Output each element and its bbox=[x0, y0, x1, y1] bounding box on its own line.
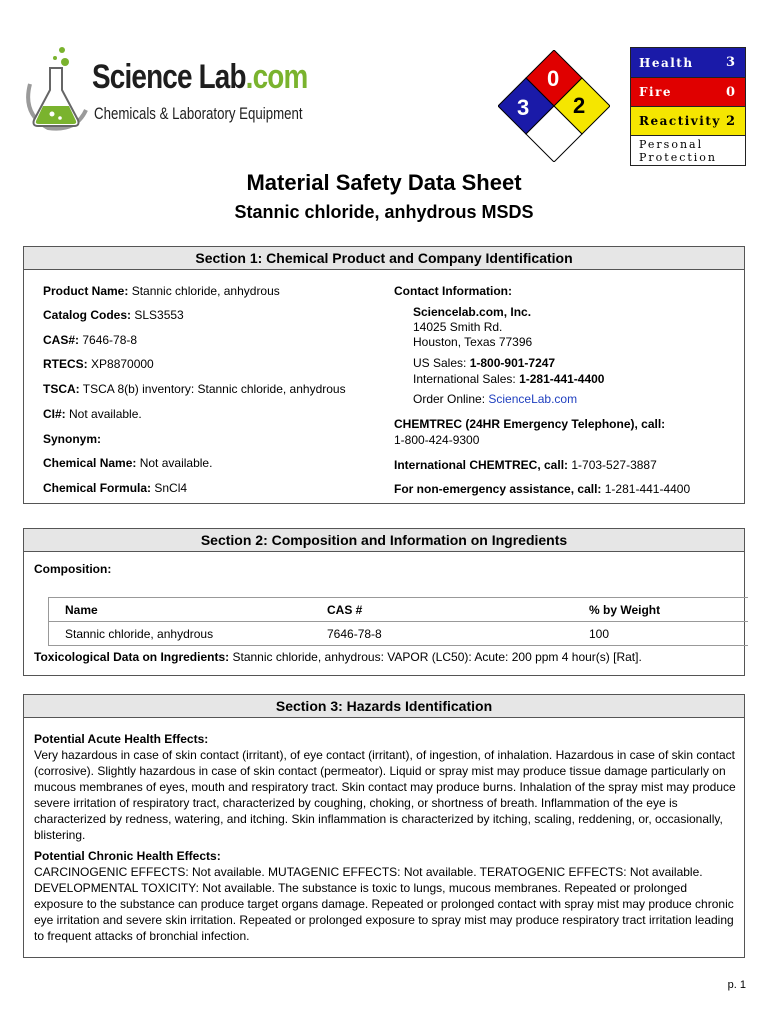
chronic-health-effects: Potential Chronic Health Effects: CARCINOGENIC EFFECTS: Not available. MUTAGENIC EFFECTS: Not available. TERATOGENIC EFFECTS: Not available. DEVELOPMENTAL TOXICITY: Not available. The substance is toxic to lungs, mucous membranes. Repeated or prolonged exposure to the substance can produce target organs damage. Repeated or prolonged contact with spray mist may produce chronic eye irritation and severe skin irritation. Repeated or prolonged exposure to spray mist may produce respiratory tract irritation leading to frequent attacks of bronchial infection. bbox=[34, 849, 734, 943]
ci-number: CI#: Not available. bbox=[43, 407, 142, 421]
composition-table bbox=[48, 597, 748, 646]
ingredient-name: Stannic chloride, anhydrous bbox=[49, 622, 312, 646]
column-header-weight: % by Weight bbox=[589, 602, 661, 617]
section-3 bbox=[23, 694, 745, 958]
composition-label: Composition: bbox=[34, 562, 112, 576]
order-online: Order Online: ScienceLab.com bbox=[413, 392, 578, 406]
hmis-reactivity-row: Reactivity 2 bbox=[631, 106, 745, 135]
company-name: Sciencelab.com, Inc. bbox=[413, 305, 532, 319]
international-sales: International Sales: 1-281-441-4400 bbox=[413, 372, 605, 386]
page-number: p. 1 bbox=[727, 979, 746, 991]
product-name: Product Name: Stannic chloride, anhydrous bbox=[43, 284, 280, 298]
section-3-heading: Section 3: Hazards Identification bbox=[24, 695, 744, 718]
cas-number: CAS#: 7646-78-8 bbox=[43, 333, 138, 347]
hmis-fire-row: Fire 0 bbox=[631, 77, 745, 106]
hmis-label bbox=[630, 47, 746, 166]
address-line-2: Houston, Texas 77396 bbox=[413, 335, 533, 349]
section-2 bbox=[23, 528, 745, 676]
column-header-name: Name bbox=[49, 598, 312, 622]
address-line-1: 14025 Smith Rd. bbox=[413, 320, 503, 334]
section-2-heading: Section 2: Composition and Information on Ingredients bbox=[24, 529, 744, 552]
non-emergency-assistance: For non-emergency assistance, call: 1-281-441-4400 bbox=[394, 482, 691, 496]
ingredient-weight: 100 bbox=[589, 626, 610, 641]
intl-chemtrec: International CHEMTREC, call: 1-703-527-3887 bbox=[394, 458, 657, 472]
chemical-name: Chemical Name: Not available. bbox=[43, 456, 213, 470]
section-1-heading: Section 1: Chemical Product and Company Identification bbox=[24, 247, 744, 270]
section-1 bbox=[23, 246, 745, 504]
hmis-personal-protection: Personal Protection bbox=[631, 135, 745, 165]
logo-tagline: Chemicals & Laboratory Equipment bbox=[94, 104, 303, 123]
chemtrec-phone: 1-800-424-9300 bbox=[394, 433, 480, 447]
page-title: Material Safety Data Sheet bbox=[246, 170, 522, 195]
nfpa-reactivity: 2 bbox=[573, 93, 586, 118]
nfpa-diamond bbox=[498, 50, 610, 162]
contact-label: Contact Information: bbox=[394, 284, 512, 298]
toxicological-data: Toxicological Data on Ingredients: Stannic chloride, anhydrous: VAPOR (LC50): Acute: 200 ppm 4 hour(s) [Rat]. bbox=[34, 650, 642, 664]
chemtrec-label: CHEMTREC (24HR Emergency Telephone), call: bbox=[394, 417, 666, 431]
sciencelab-logo bbox=[18, 44, 318, 134]
nfpa-flammability: 0 bbox=[547, 66, 560, 91]
ingredient-cas: 7646-78-8 bbox=[327, 626, 382, 641]
tsca: TSCA: TSCA 8(b) inventory: Stannic chloride, anhydrous bbox=[43, 382, 346, 396]
flask-icon bbox=[18, 44, 92, 134]
acute-health-effects: Potential Acute Health Effects: Very hazardous in case of skin contact (irritant), of eye contact (irritant), of ingestion, of inhalation. Hazardous in case of skin contact (corrosive). Slightly hazardous in case of skin contact (permeator). Liquid or spray mist may produce tissue damage particularly on mucous membranes of eyes, mouth and respiratory tract. Skin contact may produce burns. Inhalation of the spray mist may produce severe irritation of respiratory tract, characterized by coughing, choking, or shortness of breath. Inflammation of the eye is characterized by redness, watering, and itching. Skin inflammation is characterized by itching, scaling, reddening, or, occasionally, blistering. bbox=[34, 732, 736, 842]
catalog-codes: Catalog Codes: SLS3553 bbox=[43, 308, 184, 322]
nfpa-health: 3 bbox=[517, 95, 530, 120]
sciencelab-link[interactable]: ScienceLab.com bbox=[488, 392, 578, 406]
rtecs: RTECS: XP8870000 bbox=[43, 357, 154, 371]
table-row bbox=[49, 622, 749, 646]
table-header-row bbox=[49, 598, 749, 622]
chemical-formula: Chemical Formula: SnCl4 bbox=[43, 481, 188, 495]
page-subtitle: Stannic chloride, anhydrous MSDS bbox=[234, 202, 534, 222]
us-sales: US Sales: 1-800-901-7247 bbox=[413, 356, 556, 370]
synonym: Synonym: bbox=[43, 432, 102, 446]
hmis-health-row: Health 3 bbox=[631, 48, 745, 77]
logo-brand: Science Lab.com bbox=[92, 58, 308, 96]
column-header-cas: CAS # bbox=[327, 602, 363, 617]
